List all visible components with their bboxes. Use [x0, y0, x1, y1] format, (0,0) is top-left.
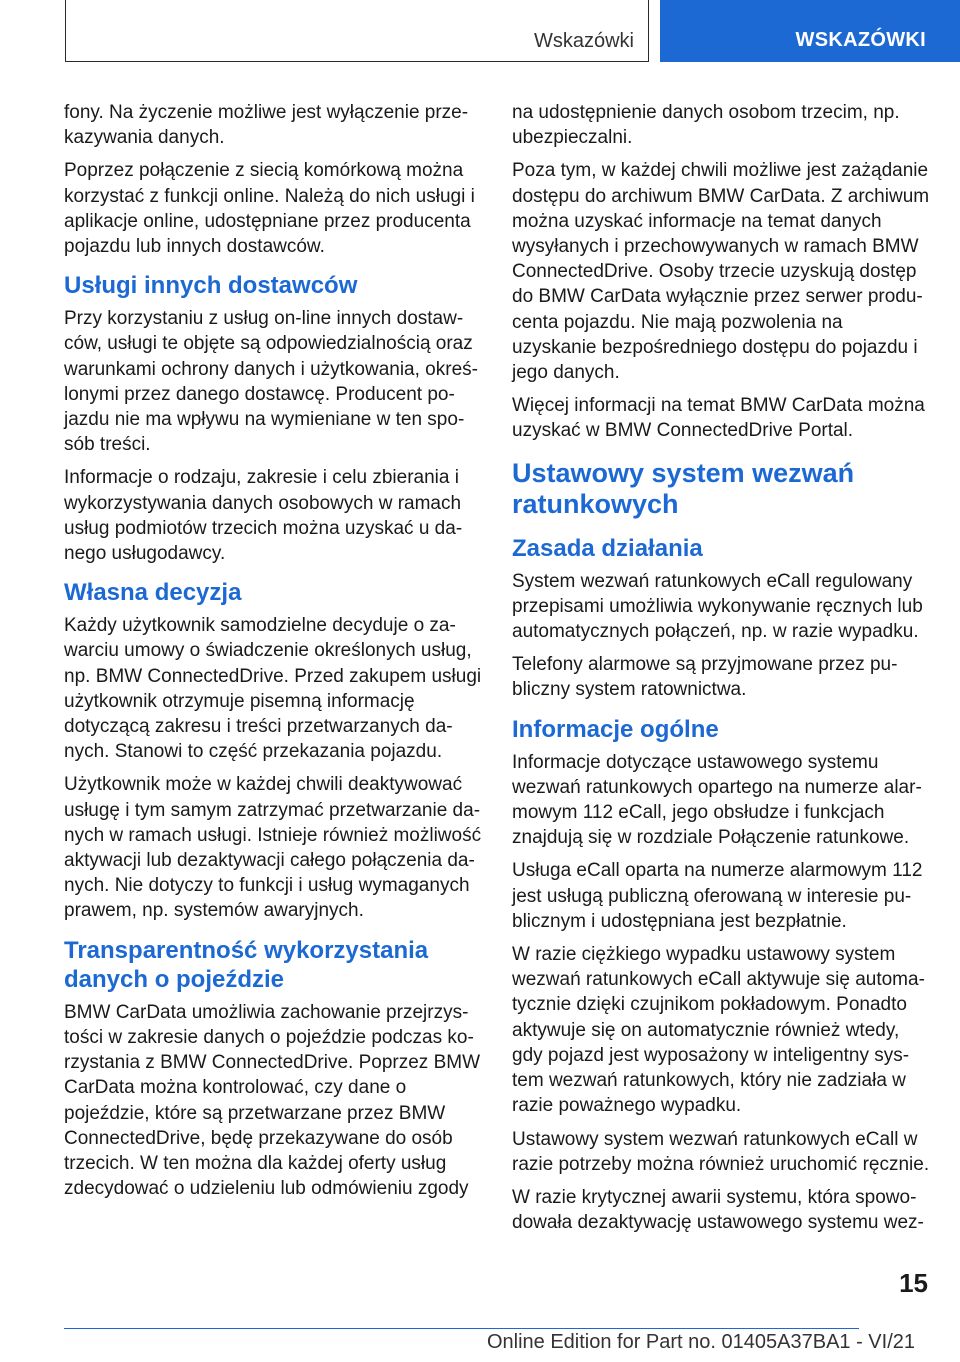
header-tab-label: WSKAZÓWKI [795, 29, 926, 51]
left-column [64, 100, 484, 1209]
header-section-title: Wskazówki [533, 30, 634, 52]
header-frame [65, 0, 649, 62]
paragraph: Informacje dotyczące ustawowego systemu wezwań ratunkowych opartego na numerze alarmowym 112 eCall, jego obsłudze i funkcjach znajdują się w rozdziale Połączenie ratunkowe. [512, 751, 922, 849]
chapter-heading: Ustawowy system wezwań ratunkowych [512, 457, 855, 519]
paragraph: Każdy użytkownik samodzielne decyduje o zawarciu umowy o świadczenie określonych usług, np. BMW ConnectedDrive. Przed zakupem usługi użytkownik otrzymuje pisemną informację dotyczącą zakresu i treści przetwarzanych danych. Stanowi to część przekazania pojazdu. [64, 615, 482, 763]
section-heading: Informacje ogólne [512, 715, 719, 743]
paragraph: Użytkownik może w każdej chwili deaktywować usługę i tym samym zatrzymać przetwarzanie danych w ramach usługi. Istnieje również możliwość aktywacji lub dezaktywacji całego połączenia danych. Nie dotyczy to funkcji i usług wymaganych prawem, np. systemów awaryjnych. [64, 774, 482, 922]
footer-divider [64, 1328, 859, 1329]
right-column [512, 100, 930, 1243]
paragraph: Przy korzystaniu z usług on-line innych dostawców, usługi te objęte są odpowiedzialnością oraz warunkami ochrony danych i użytkowania, określonymi przez danego dostawcę. Producent pojazdu nie ma wpływu na wymieniane w ten sposób treści. [64, 308, 478, 456]
footer-edition-text: Online Edition for Part no. 01405A37BA1 - VI/21 [486, 1331, 915, 1353]
paragraph: Poza tym, w każdej chwili możliwe jest zażądanie dostępu do archiwum BMW CarData. Z archiwum można uzyskać informacje na temat danych wysyłanych i przechowywanych w ramach BMW ConnectedDrive. Osoby trzecie uzyskują dostęp do BMW CarData wyłącznie przez serwer producenta pojazdu. Nie mają pozwolenia na uzyskanie bezpośredniego dostępu do pojazdu i jego danych. [512, 160, 930, 384]
paragraph: fony. Na życzenie możliwe jest wyłączenie przekazywania danych. [64, 102, 469, 149]
paragraph: BMW CarData umożliwia zachowanie przejrzystości w zakresie danych o pojeździe podczas korzystania z BMW ConnectedDrive. Poprzez BMW CarData można kontrolować, czy dane o pojeździe, które są przetwarzane przez BMW ConnectedDrive, będę przekazywane do osób trzecich. W ten można dla każdej oferty usług zdecydować o udzieleniu lub odmówieniu zgody [64, 1001, 481, 1200]
paragraph: Poprzez połączenie z siecią komórkową można korzystać z funkcji online. Należą do nich usługi i aplikacje online, udostępniane przez producenta pojazdu lub innych dostawców. [64, 160, 475, 258]
page-number: 15 [899, 1268, 928, 1298]
section-heading: Zasada działania [512, 534, 703, 562]
section-heading: Własna decyzja [64, 579, 242, 607]
paragraph: W razie ciężkiego wypadku ustawowy system wezwań ratunkowych eCall aktywuje się automatycznie dzięki czujnikom pokładowym. Ponadto aktywuje się on automatycznie również wtedy, gdy pojazd jest wyposażony w inteligentny system wezwań ratunkowych, który nie zadziała w razie poważnego wypadku. [512, 944, 925, 1117]
paragraph: Telefony alarmowe są przyjmowane przez publiczny system ratownictwa. [512, 654, 898, 701]
paragraph: Ustawowy system wezwań ratunkowych eCall w razie potrzeby można również uruchomić ręcznie. [512, 1128, 930, 1175]
paragraph: System wezwań ratunkowych eCall regulowany przepisami umożliwia wykonywanie ręcznych lub automatycznych połączeń, np. w razie wypadku. [512, 570, 923, 643]
header-chapter-tab[interactable] [660, 0, 960, 62]
paragraph: W razie krytycznej awarii systemu, która spowodowała dezaktywację ustawowego systemu wez- [512, 1186, 924, 1234]
paragraph: Usługa eCall oparta na numerze alarmowym 112 jest usługą publiczną oferowaną w interesie publicznym i udostępniana jest bezpłatnie. [512, 860, 923, 932]
paragraph: na udostępnienie danych osobom trzecim, np. ubezpieczalni. [512, 102, 900, 149]
paragraph: Informacje o rodzaju, zakresie i celu zbierania i wykorzystywania danych osobowych w ramach usług podmiotów trzecich można uzyskać u danego usługodawcy. [64, 467, 463, 565]
paragraph: Więcej informacji na temat BMW CarData można uzyskać w BMW ConnectedDrive Portal. [512, 395, 925, 442]
section-heading: Usługi innych dostawców [64, 272, 358, 300]
section-heading: Transparentność wykorzystania danych o pojeździe [64, 936, 429, 993]
